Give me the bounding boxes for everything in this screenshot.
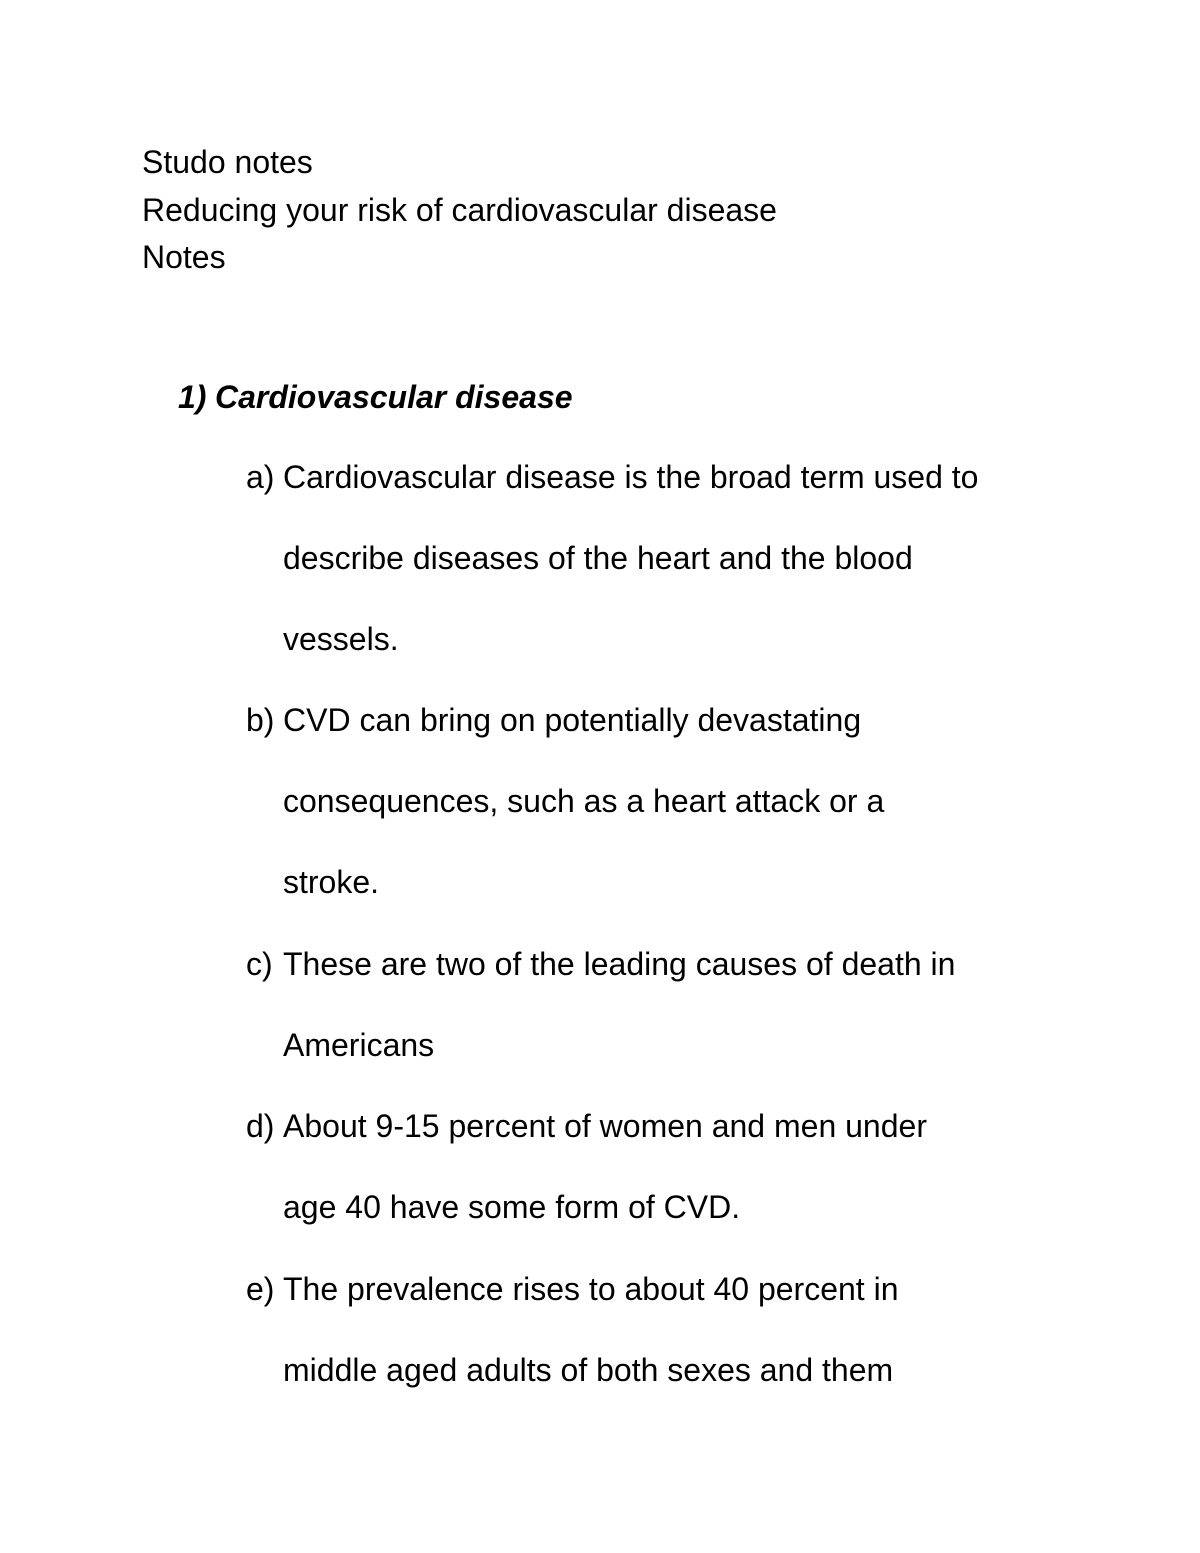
list-item-text: vessels. [283, 621, 399, 657]
list-item-marker: e) [246, 1271, 275, 1307]
list-item-text: age 40 have some form of CVD. [283, 1189, 741, 1225]
list-item-marker: d) [246, 1108, 275, 1144]
section-title: Cardiovascular disease [215, 379, 573, 415]
list-item-marker: c) [246, 946, 273, 982]
list-item-text: CVD can bring on potentially devastating [283, 702, 862, 738]
list-item-marker: b) [246, 702, 275, 738]
section-heading [178, 377, 573, 417]
list-item-text: These are two of the leading causes of death in [283, 946, 956, 982]
list-item-text: consequences, such as a heart attack or a [283, 783, 885, 819]
list-item-text: middle aged adults of both sexes and them [283, 1352, 894, 1388]
list-item-text: The prevalence rises to about 40 percent in [283, 1271, 899, 1307]
section-number: 1) [178, 379, 207, 415]
list-item-text: describe diseases of the heart and the blood [283, 540, 913, 576]
list-item-text: About 9-15 percent of women and men under [283, 1108, 927, 1144]
list-item-text: Americans [283, 1027, 435, 1063]
list-item-text: stroke. [283, 864, 380, 900]
document-title: Studo notes [142, 144, 313, 180]
notes-label: Notes [142, 239, 226, 275]
document-subtitle: Reducing your risk of cardiovascular disease [142, 192, 777, 228]
list-item-marker: a) [246, 459, 275, 495]
list-item-text: Cardiovascular disease is the broad term used to [283, 459, 979, 495]
